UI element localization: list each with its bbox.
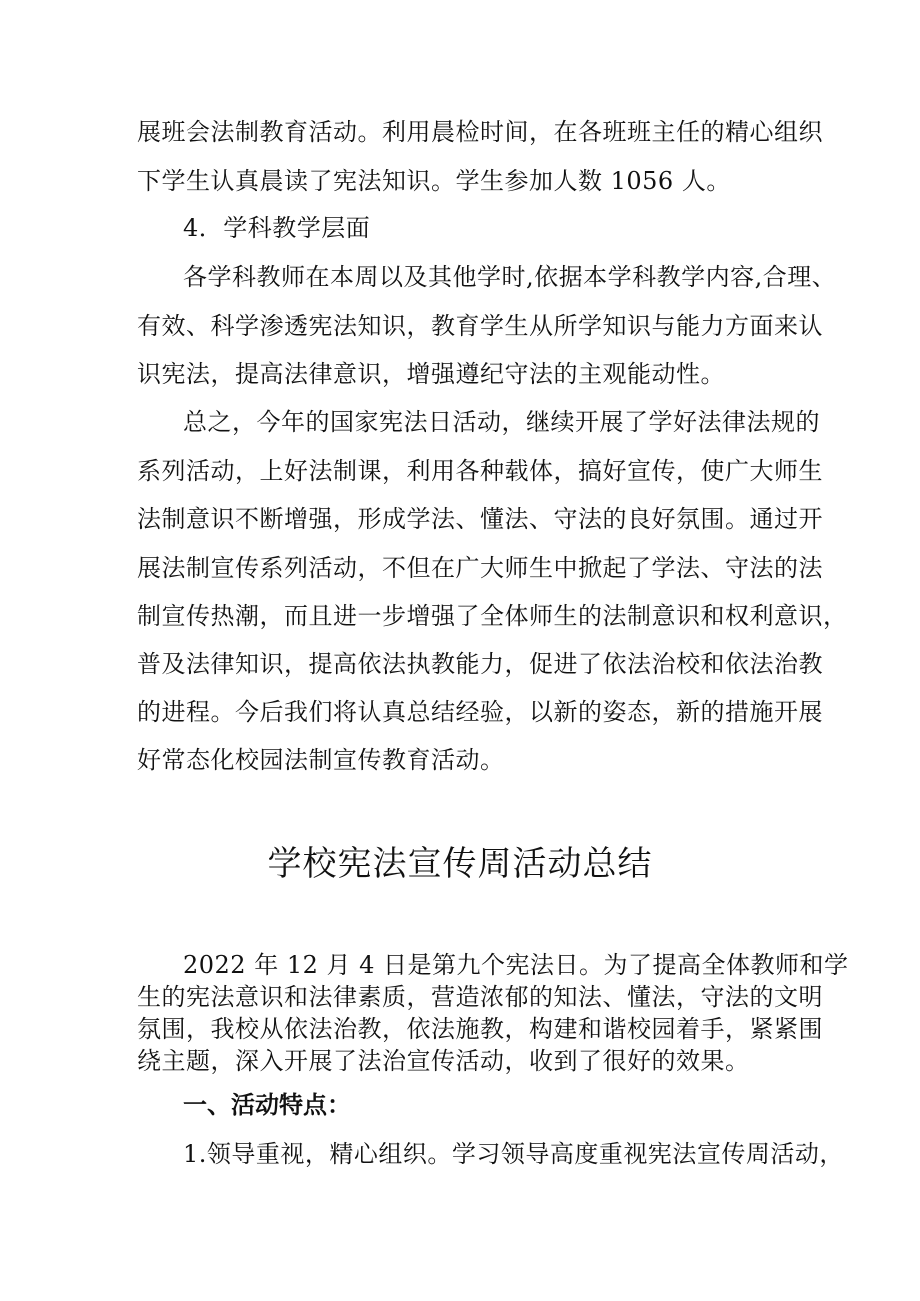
intro-line: 2022 年 12 月 4 日是第九个宪法日。为了提高全体教师和学	[183, 951, 849, 979]
document-title: 学校宪法宣传周活动总结	[267, 844, 653, 884]
paragraph-line: 好常态化校园法制宣传教育活动。	[137, 746, 505, 774]
paragraph-line: 展班会法制教育活动。利用晨检时间，在各班班主任的精心组织	[137, 118, 823, 146]
paragraph-line: 下学生认真晨读了宪法知识。学生参加人数 1056 人。	[137, 167, 731, 195]
paragraph-line: 有效、科学渗透宪法知识，教育学生从所学知识与能力方面来认	[137, 312, 823, 340]
list-item-line: 1.领导重视，精心组织。学习领导高度重视宪法宣传周活动，	[183, 1140, 844, 1168]
paragraph-line: 识宪法，提高法律意识，增强遵纪守法的主观能动性。	[137, 360, 725, 388]
section-subheading: 4．学科教学层面	[183, 214, 371, 242]
section-heading: 一、活动特点：	[183, 1091, 351, 1119]
paragraph-line: 各学科教师在本周以及其他学时,依据本学科教学内容,合理、	[183, 263, 837, 291]
paragraph-line: 普及法律知识，提高依法执教能力，促进了依法治校和依法治教	[137, 650, 823, 678]
intro-line: 绕主题，深入开展了法治宣传活动，收到了很好的效果。	[137, 1047, 750, 1075]
paragraph-line: 法制意识不断增强，形成学法、懂法、守法的良好氛围。通过开	[137, 505, 823, 533]
paragraph-line: 总之，今年的国家宪法日活动，继续开展了学好法律法规的	[183, 408, 820, 436]
intro-line: 生的宪法意识和法律素质，营造浓郁的知法、懂法，守法的文明	[137, 983, 823, 1011]
paragraph-line: 展法制宣传系列活动，不但在广大师生中掀起了学法、守法的法	[137, 554, 823, 582]
paragraph-line: 系列活动，上好法制课，利用各种载体，搞好宣传，使广大师生	[137, 457, 823, 485]
paragraph-line: 的进程。今后我们将认真总结经验，以新的姿态，新的措施开展	[137, 698, 823, 726]
intro-line: 氛围，我校从依法治教，依法施教，构建和谐校园着手，紧紧围	[137, 1015, 823, 1043]
paragraph-line: 制宣传热潮，而且进一步增强了全体师生的法制意识和权利意识，	[137, 602, 848, 630]
